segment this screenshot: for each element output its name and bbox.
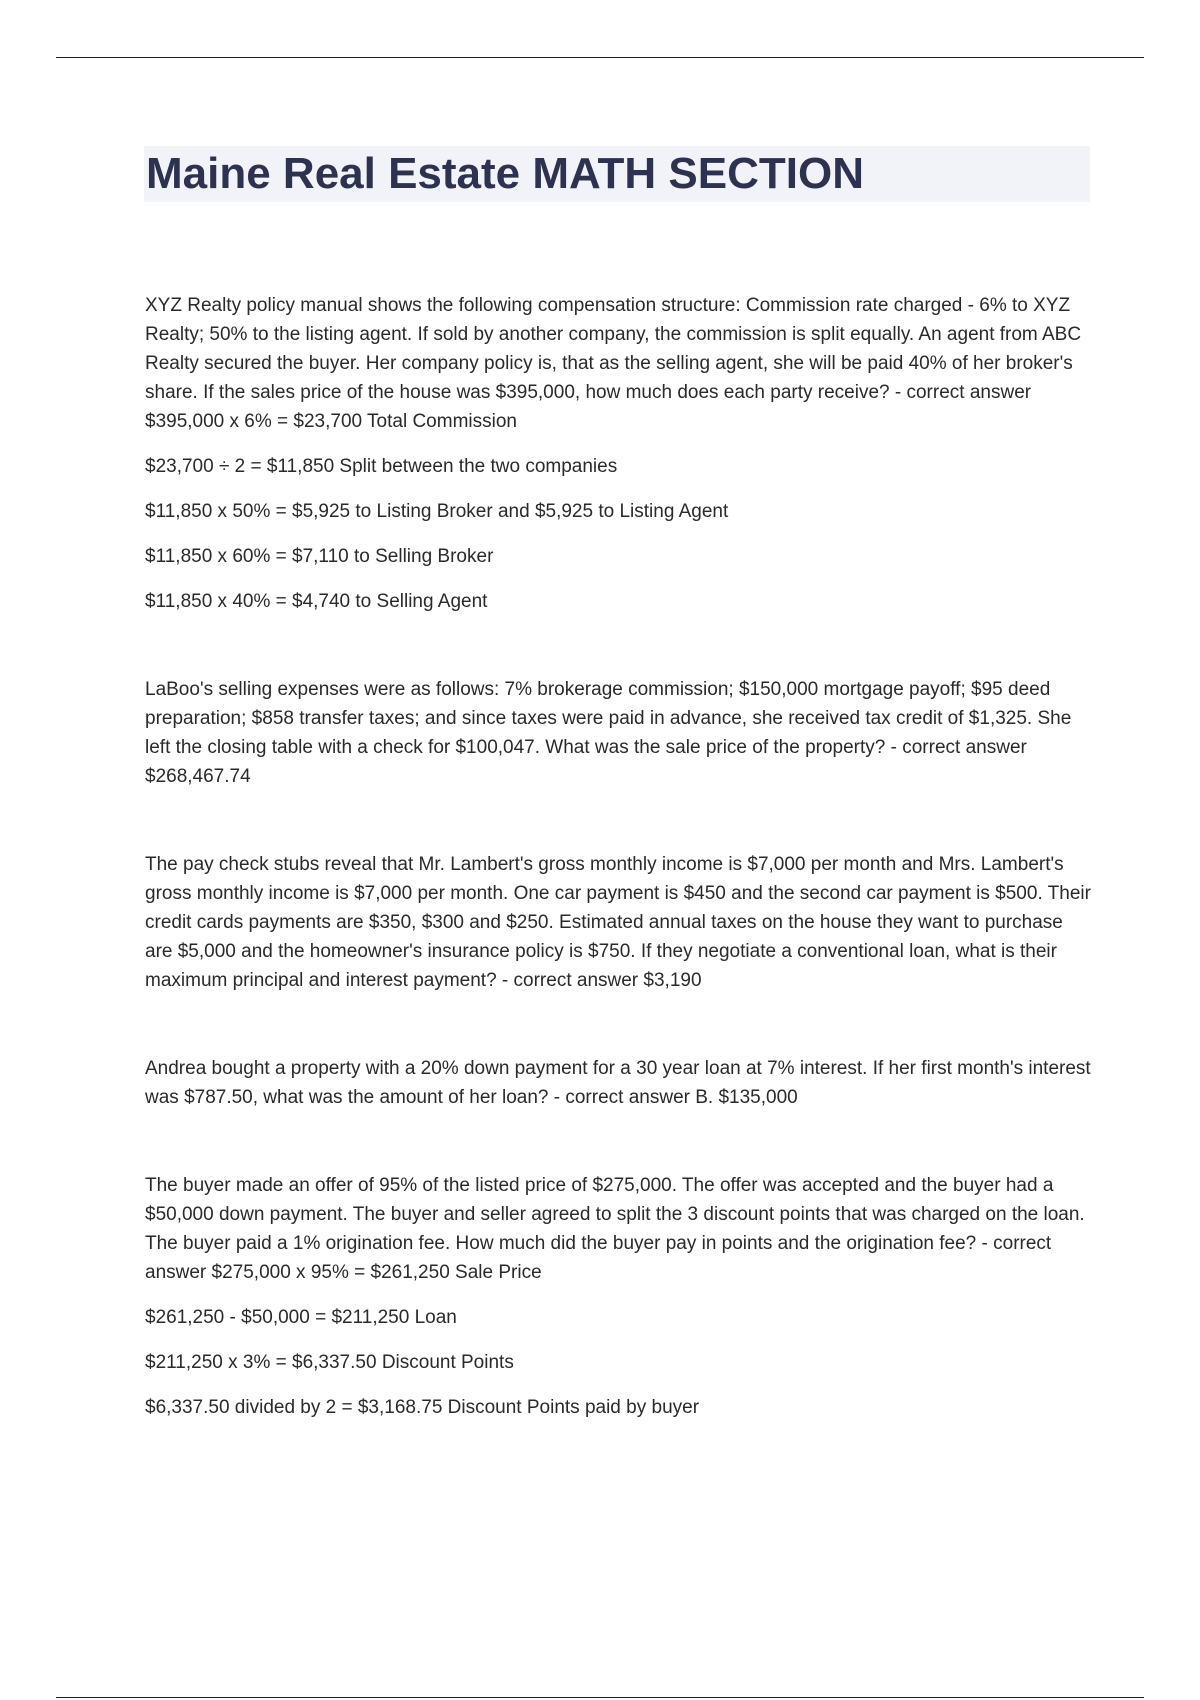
top-divider xyxy=(56,57,1144,58)
answer-step: $11,850 x 50% = $5,925 to Listing Broker and $5,925 to Listing Agent xyxy=(145,501,729,522)
answer-step: $23,700 ÷ 2 = $11,850 Split between the two companies xyxy=(145,456,618,477)
bottom-divider xyxy=(56,1697,1144,1698)
qa-item-sale-price xyxy=(145,675,1095,791)
qa-item-loan-amount xyxy=(145,1054,1095,1112)
page-title: Maine Real Estate MATH SECTION xyxy=(146,149,864,198)
qa-item-commission-split xyxy=(145,291,1095,616)
question-text: LaBoo's selling expenses were as follows: 7% brokerage commission; $150,000 mortgage payoff; $95 deed preparation; $858 transfer taxes; and since taxes were paid in advance, she received tax credit of $1,325. She left the closing table with a check for $100,047. What was the sale price of the property? - correct answer $268,467.74 xyxy=(145,679,1072,787)
question-text: The buyer made an offer of 95% of the listed price of $275,000. The offer was accepted and the buyer had a $50,000 down payment. The buyer and seller agreed to split the 3 discount points that was charged on the loan. The buyer paid a 1% origination fee. How much did the buyer pay in points and the origination fee? - correct answer $275,000 x 95% = $261,250 Sale Price xyxy=(145,1175,1085,1283)
answer-step: $211,250 x 3% = $6,337.50 Discount Points xyxy=(145,1352,514,1373)
answer-step: $261,250 - $50,000 = $211,250 Loan xyxy=(145,1307,457,1328)
qa-item-discount-points xyxy=(145,1171,1095,1422)
answer-step: $6,337.50 divided by 2 = $3,168.75 Discount Points paid by buyer xyxy=(145,1397,700,1418)
answer-step: $11,850 x 60% = $7,110 to Selling Broker xyxy=(145,546,494,567)
question-text: XYZ Realty policy manual shows the following compensation structure: Commission rate charged - 6% to XYZ Realty; 50% to the listing agent. If sold by another company, the commission is split equally. An agent from ABC Realty secured the buyer. Her company policy is, that as the selling agent, she will be paid 40% of her broker's share. If the sales price of the house was $395,000, how much does each party receive? - correct answer $395,000 x 6% = $23,700 Total Commission xyxy=(145,295,1082,432)
question-text: Andrea bought a property with a 20% down payment for a 30 year loan at 7% interest. If her first month's interest was $787.50, what was the amount of her loan? - correct answer B. $135,000 xyxy=(145,1058,1091,1108)
qa-item-max-payment xyxy=(145,850,1095,995)
question-text: The pay check stubs reveal that Mr. Lambert's gross monthly income is $7,000 per month and Mrs. Lambert's gross monthly income is $7,000 per month. One car payment is $450 and the second car payment is $500. Their credit cards payments are $350, $300 and $250. Estimated annual taxes on the house they want to purchase are $5,000 and the homeowner's insurance policy is $750. If they negotiate a conventional loan, what is their maximum principal and interest payment? - correct answer $3,190 xyxy=(145,854,1091,991)
answer-step: $11,850 x 40% = $4,740 to Selling Agent xyxy=(145,591,488,612)
document-body xyxy=(145,291,1095,1481)
